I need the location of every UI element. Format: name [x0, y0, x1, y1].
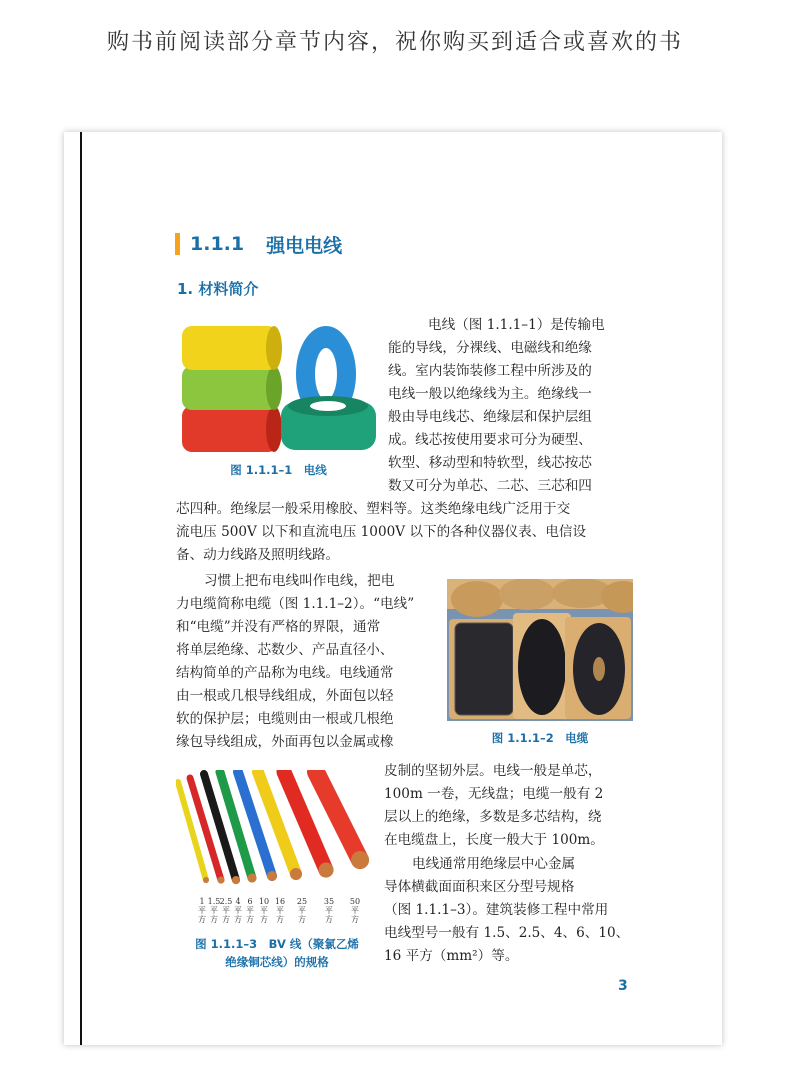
section-title: 强电电线 [266, 234, 343, 257]
spec-label: 4 平方 [234, 897, 242, 924]
paragraph-2 [176, 570, 436, 754]
caption-line: 图 1.1.1–3 BV 线（聚氯乙烯 [195, 937, 359, 951]
subsection-title: 1. 材料简介 [177, 280, 259, 298]
text-line: （图 1.1.1–3）。建筑装修工程中常用 [384, 902, 609, 918]
spec-label: 1.5 平方 [207, 897, 221, 924]
text-line: 力电缆简称电缆（图 1.1.1–2）。“电线” [176, 596, 415, 612]
text-line: 电线型号一般有 1.5、2.5、4、6、10、 [384, 925, 630, 941]
text-line: 软的保护层；电缆则由一根或几根绝 [176, 711, 394, 727]
text-line: 由一根或几根导线组成，外面包以轻 [176, 688, 394, 704]
spec-label: 1 平方 [198, 897, 206, 924]
caption-line: 绝缘铜芯线）的规格 [225, 955, 329, 969]
spec-label: 35 平方 [323, 897, 335, 924]
text-line: 流电压 500V 以下和直流电压 1000V 以下的各种仪器仪表、电信设 [176, 524, 587, 540]
text-line: 缘包导线组成，外面再包以金属或橡 [176, 734, 394, 750]
spec-label: 25 平方 [296, 897, 308, 924]
section-number: 1.1.1 [190, 233, 245, 255]
text-line: 芯四种。绝缘层一般采用橡胶、塑料等。这类绝缘电线广泛用于交 [176, 501, 571, 517]
section-marker [175, 233, 180, 255]
text-line: 备、动力线路及照明线路。 [176, 547, 340, 563]
text-line: 皮制的坚韧外层。电线一般是单芯， [384, 763, 602, 779]
text-line: 线。室内装饰装修工程中所涉及的 [388, 363, 592, 379]
figure-wire-coils [176, 316, 381, 454]
text-line: 电线（图 1.1.1–1）是传输电 [428, 317, 605, 333]
text-line: 100m 一卷，无线盘；电缆一般有 2 [384, 786, 604, 802]
figure-bv-wires [176, 770, 376, 888]
page-binding-line [80, 132, 82, 1045]
text-line: 电线通常用绝缘层中心金属 [412, 856, 576, 872]
text-line: 结构简单的产品称为电线。电线通常 [176, 665, 394, 681]
paragraph-1-full [176, 498, 634, 567]
text-line: 层以上的绝缘，多数是多芯结构，绕 [384, 809, 602, 825]
text-line: 将单层绝缘、芯数少、产品直径小、 [176, 642, 394, 658]
top-banner: 购书前阅读部分章节内容，祝你购买到适合或喜欢的书 [106, 29, 683, 55]
figure-3-caption [172, 935, 382, 971]
text-line: 能的导线，分裸线、电磁线和绝缘 [388, 340, 592, 356]
spec-label: 50 平方 [349, 897, 361, 924]
text-line: 在电缆盘上，长度一般大于 100m。 [384, 832, 604, 848]
figure-cable-reels [447, 579, 633, 721]
spec-label: 6 平方 [246, 897, 254, 924]
paragraph-4 [384, 853, 634, 968]
paragraph-3 [384, 760, 634, 852]
spec-label: 2.5 平方 [219, 897, 233, 924]
text-line: 16 平方（mm²）等。 [384, 948, 519, 964]
paragraph-1-narrow [388, 314, 633, 498]
text-line: 般由导电线芯、绝缘层和保护层组 [388, 409, 592, 425]
figure-2-caption: 图 1.1.1–2 电缆 [491, 731, 589, 745]
figure-1-caption: 图 1.1.1–1 电线 [230, 463, 327, 477]
spec-label: 16 平方 [274, 897, 286, 924]
text-line: 习惯上把布电线叫作电线，把电 [204, 573, 395, 589]
text-line: 电线一般以绝缘线为主。绝缘线一 [388, 386, 592, 402]
spec-label: 10 平方 [258, 897, 270, 924]
text-line: 导体横截面面积来区分型号规格 [384, 879, 575, 895]
text-line: 和“电缆”并没有严格的界限，通常 [176, 619, 381, 635]
section-heading [175, 231, 342, 257]
text-line: 成。线芯按使用要求可分为硬型、 [388, 432, 592, 448]
page-number: 3 [618, 978, 628, 994]
text-line: 数又可分为单芯、二芯、三芯和四 [388, 478, 592, 494]
text-line: 软型、移动型和特软型，线芯按芯 [388, 455, 592, 471]
